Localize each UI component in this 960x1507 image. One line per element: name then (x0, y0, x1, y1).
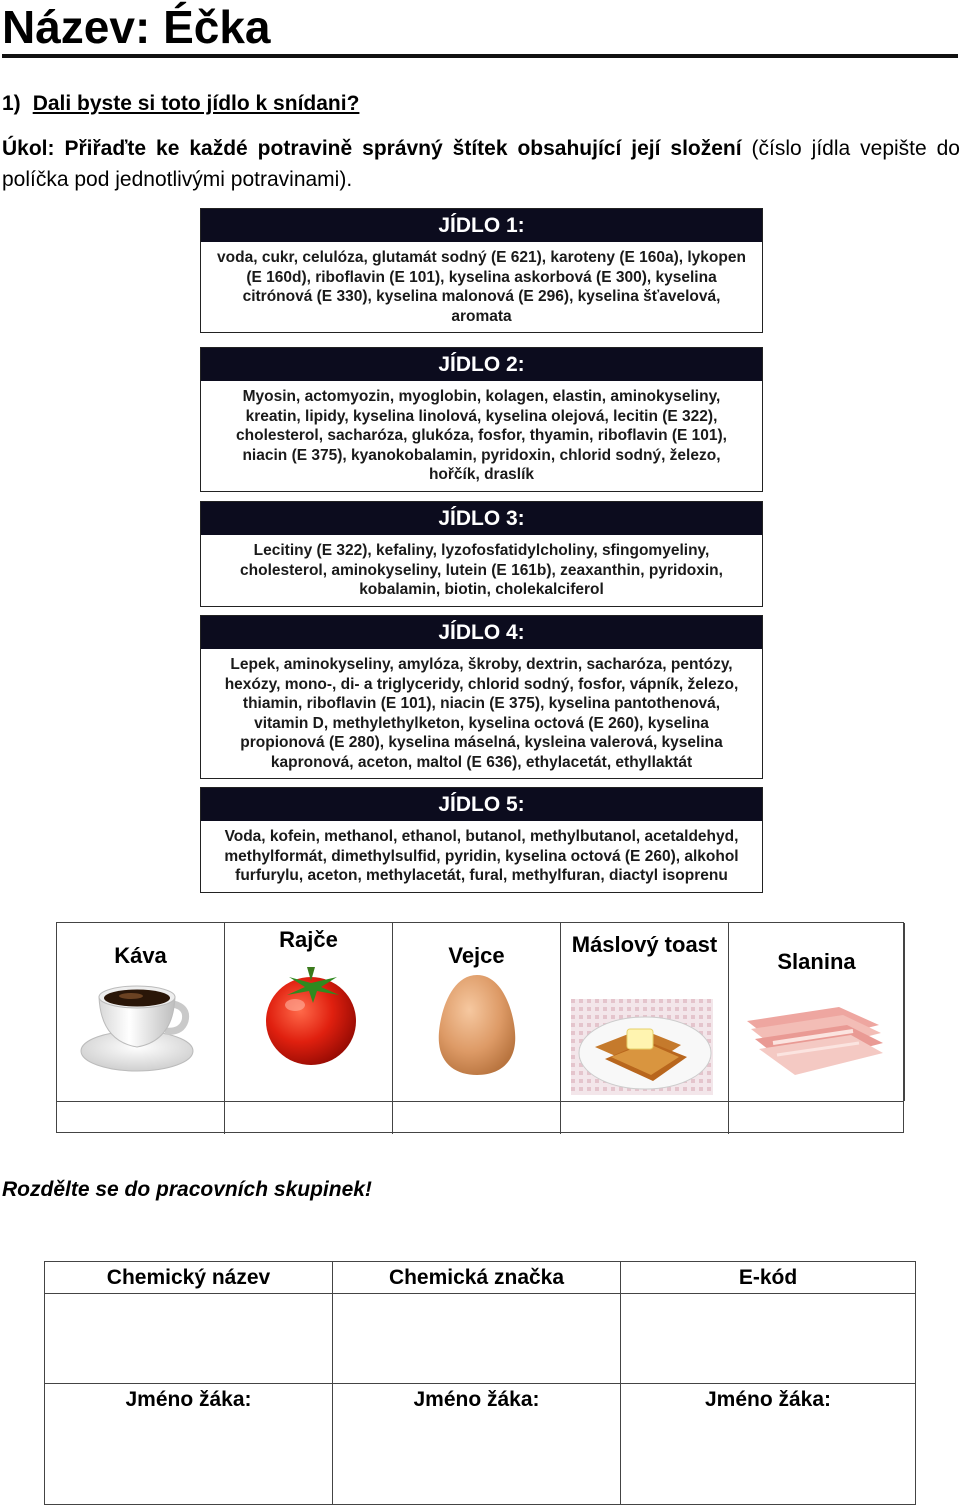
meal-label-5 (200, 787, 763, 893)
meal-label-2 (200, 347, 763, 492)
chem-table (44, 1261, 916, 1505)
bacon-icon (743, 1003, 883, 1077)
meal-title: JÍDLO 4: (201, 616, 762, 649)
chem-col-name (45, 1262, 333, 1504)
tomato-icon (263, 963, 359, 1067)
answer-box-bacon[interactable] (729, 1102, 905, 1134)
meal-label-1 (200, 208, 763, 333)
meal-title: JÍDLO 2: (201, 348, 762, 381)
food-cell-coffee (57, 923, 225, 1101)
student-name-label: Jméno žáka: (125, 1388, 252, 1411)
task-instructions (2, 133, 960, 195)
meal-title: JÍDLO 3: (201, 502, 762, 535)
meal-ingredients: Myosin, actomyozin, myoglobin, kolagen, elastin, aminokyseliny, kreatin, lipidy, kyselina linolová, kyselina olejová, lecitin (E 322), cholesterol, sacharóza, glukóza, fosfor, thyamin, riboflavin (E 101), niacin (E 375), kyanokobalamin, pyridoxin, chlorid sodný, železo, hořčík, draslík (236, 388, 727, 483)
food-label: Slanina (777, 949, 856, 974)
question-text: Dali byste si toto jídlo k snídani? (32, 92, 360, 115)
answer-box-toast[interactable] (561, 1102, 729, 1134)
meal-ingredients: voda, cukr, celulóza, glutamát sodný (E 621), karoteny (E 160a), lykopen (E 160d), riboflavin (E 101), kyselina askorbová (E 300), kyselina citrónová (E 330), kyselina malonová (E 296), kyselina šťavelová, aromata (217, 249, 746, 325)
meal-ingredients: Lepek, aminokyseliny, amylóza, škroby, dextrin, sacharóza, pentózy, hexózy, mono-, di- a triglyceridy, chlorid sodný, fosfor, vápník, železo, thiamin, riboflavin (E 101), niacin (E 375), kyselina pantothenová, vitamin D, methylethylketon, kyselina octová (E 260), kyselina propionová (E 280), kyselina máselná, kysleina valerová, kyselina kapronová, aceton, maltol (E 636), ethylacetát, ethyllaktát (224, 656, 739, 771)
chem-header: Chemický název (106, 1266, 271, 1289)
groups-instruction: Rozdělte se do pracovních skupinek! (2, 1178, 372, 1201)
chem-header: Chemická značka (388, 1266, 565, 1289)
meal-label-3 (200, 501, 763, 607)
butter-toast-icon (571, 999, 713, 1095)
food-cell-tomato (225, 923, 393, 1101)
meal-ingredients: Voda, kofein, methanol, ethanol, butanol, methylbutanol, acetaldehyd, methylformát, dimethylsulfid, pyridin, kyselina octová (E 260), alkohol furfurylu, aceton, methylacetát, fural, methylfuran, diactyl isoprenu (224, 828, 739, 884)
student-name-label: Jméno žáka: (704, 1388, 832, 1411)
food-label: Máslový toast (571, 932, 718, 957)
answer-box-egg[interactable] (393, 1102, 561, 1134)
task-bold: Úkol: Přiřaďte ke každé potravině správný štítek obsahující její složení (2, 137, 742, 160)
chem-header: E-kód (738, 1266, 798, 1289)
food-label: Káva (114, 943, 167, 968)
student-name-label: Jméno žáka: (413, 1388, 540, 1411)
food-cell-egg (393, 923, 561, 1101)
chem-col-symbol (333, 1262, 621, 1504)
food-cell-bacon (729, 923, 905, 1101)
coffee-cup-icon (79, 975, 199, 1075)
egg-icon (435, 973, 519, 1077)
meal-label-4 (200, 615, 763, 779)
food-label: Vejce (448, 943, 505, 968)
answer-row (57, 1101, 903, 1134)
task-rest: (číslo jídla vepište do políčka pod jednotlivými potravinami). (2, 137, 960, 191)
food-cell-toast (561, 923, 729, 1101)
question (2, 92, 359, 116)
chem-col-ecode (621, 1262, 915, 1504)
meal-ingredients: Lecitiny (E 322), kefaliny, lyzofosfatidylcholiny, sfingomyeliny, cholesterol, aminokyseliny, lutein (E 161b), zeaxanthin, pyridoxin, kobalamin, biotin, cholekalciferol (240, 542, 723, 598)
answer-box-coffee[interactable] (57, 1102, 225, 1134)
answer-box-tomato[interactable] (225, 1102, 393, 1134)
page-title: Název: Éčka (2, 0, 958, 58)
food-table (56, 922, 904, 1133)
question-number: 1) (2, 92, 21, 115)
food-label: Rajče (279, 927, 338, 952)
meal-title: JÍDLO 1: (201, 209, 762, 242)
meal-title: JÍDLO 5: (201, 788, 762, 821)
